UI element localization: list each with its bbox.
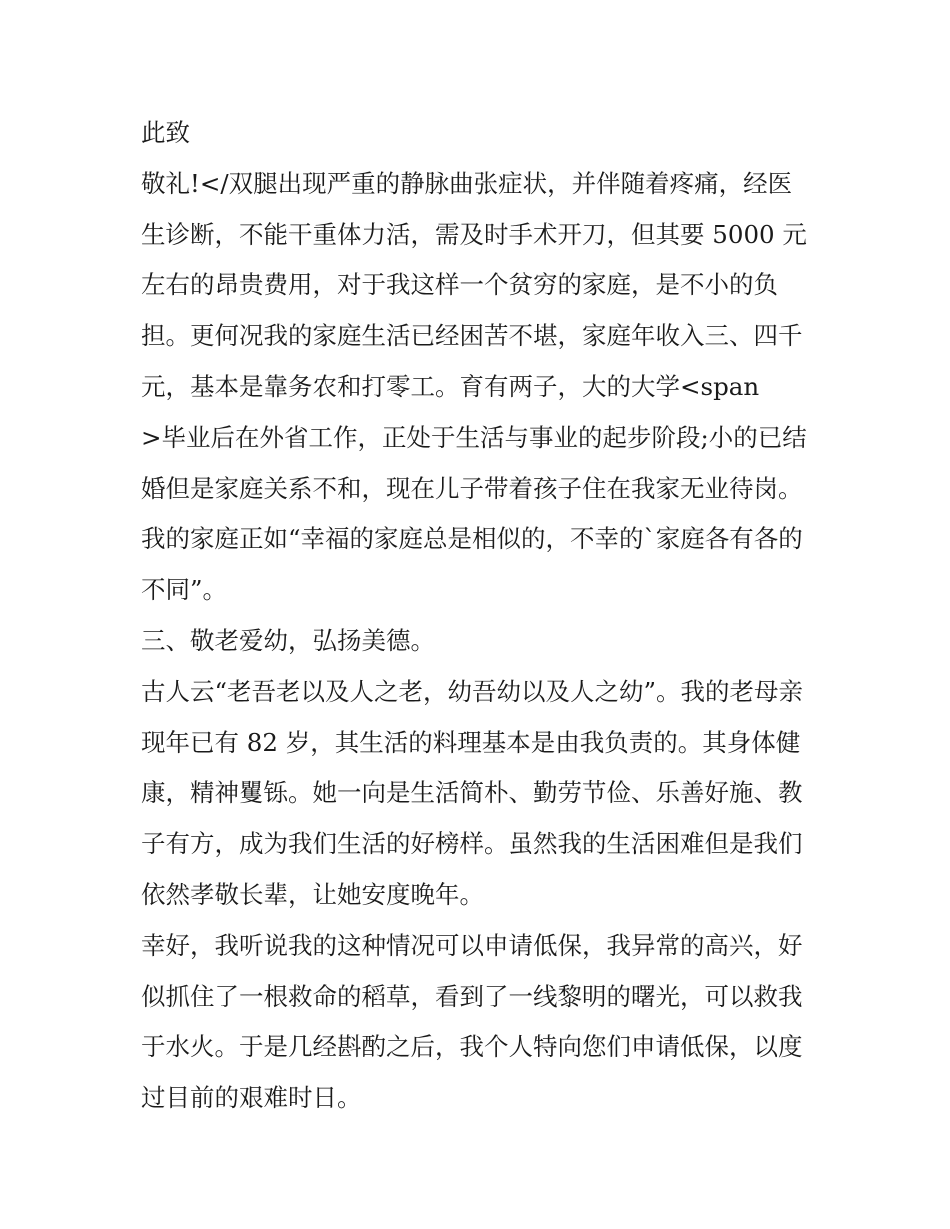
- text-line: 我的家庭正如“幸福的家庭总是相似的，不幸的`家庭各有各的: [141, 524, 803, 554]
- text-line: 幸好，我听说我的这种情况可以申请低保，我异常的高兴，好: [141, 930, 803, 960]
- text-line: 此致: [141, 118, 190, 147]
- document-body: [141, 108, 821, 1124]
- text-line: 康，精神矍铄。她一向是生活简朴、勤劳节俭、乐善好施、教: [141, 778, 803, 808]
- text-line: 不同”。: [141, 575, 228, 605]
- text-line: 古人云“老吾老以及人之老，幼吾幼以及人之幼”。我的老母亲: [141, 676, 804, 706]
- text-line: 婚但是家庭关系不和，现在儿子带着孩子住在我家无业待岗。: [141, 473, 803, 503]
- text-line: 子有方，成为我们生活的好榜样。虽然我的生活困难但是我们: [141, 829, 803, 859]
- text-line: 过目前的艰难时日。: [141, 1083, 362, 1113]
- text-line: 似抓住了一根救命的稻草，看到了一线黎明的曙光，可以救我: [141, 981, 803, 1011]
- text-line: 现年已有 82 岁，其生活的料理基本是由我负责的。其身体健: [141, 727, 801, 757]
- text-line: 左右的昂贵费用，对于我这样一个贫穷的家庭，是不小的负: [141, 270, 778, 300]
- text-line: >毕业后在外省工作，正处于生活与事业的起步阶段;小的已结: [141, 422, 807, 452]
- text-line: 元，基本是靠务农和打零工。育有两子，大的大学<span: [141, 371, 760, 401]
- text-line: 敬礼!</双腿出现严重的静脉曲张症状，并伴随着疼痛，经医: [141, 168, 793, 198]
- text-line: 于水火。于是几经斟酌之后，我个人特向您们申请低保，以度: [141, 1032, 803, 1062]
- text-line: 依然孝敬长辈，让她安度晚年。: [141, 879, 484, 909]
- text-line: 生诊断，不能干重体力活，需及时手术开刀，但其要 5000 元: [141, 219, 807, 249]
- text-line: 担。更何况我的家庭生活已经困苦不堪，家庭年收入三、四千: [141, 321, 803, 351]
- section-heading: 三、敬老爱幼，弘扬美德。: [141, 625, 435, 655]
